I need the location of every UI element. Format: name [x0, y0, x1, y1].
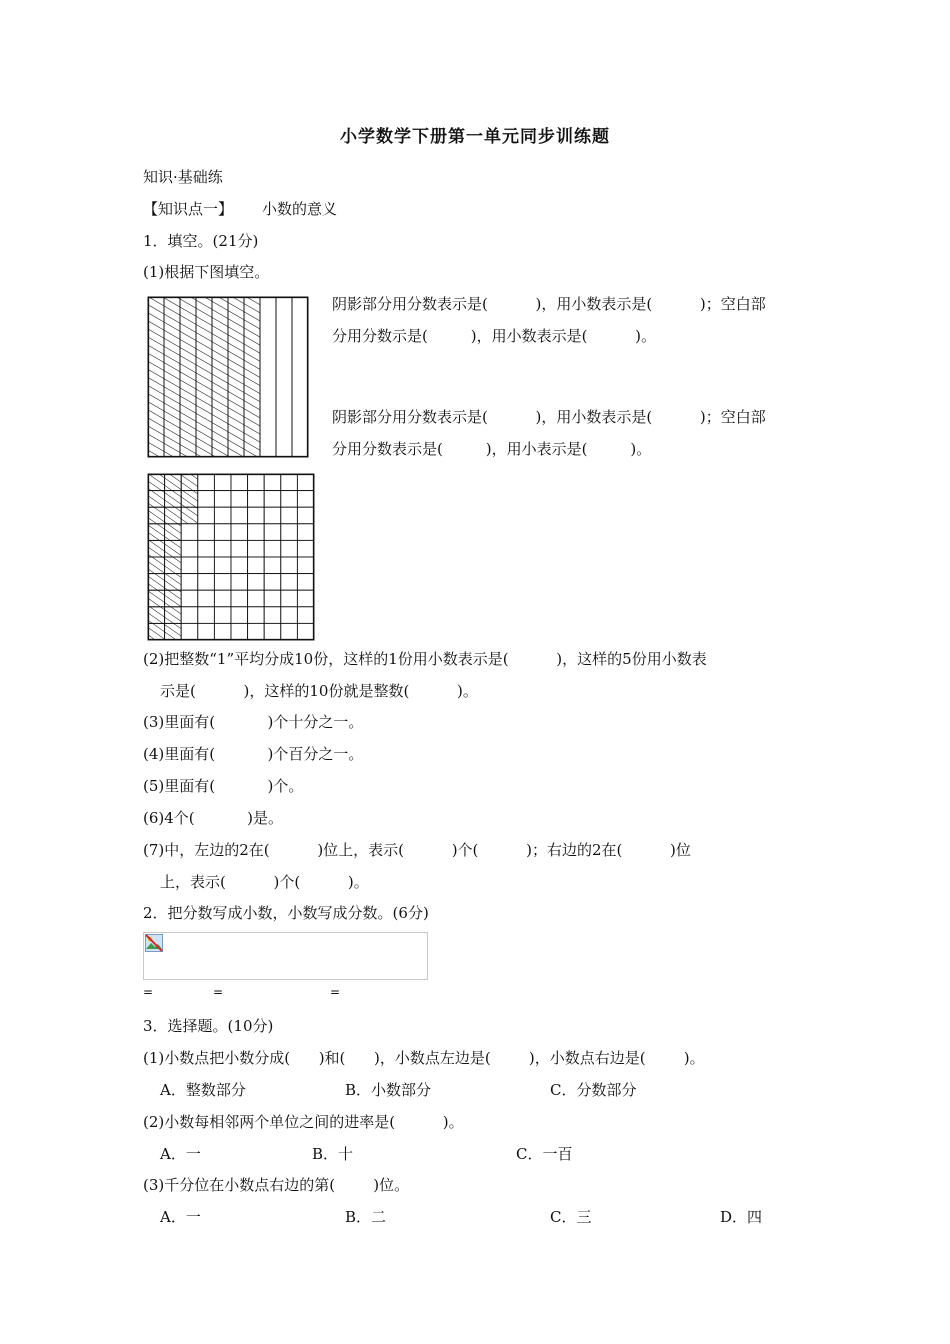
blank-cell — [181, 574, 198, 591]
blank-cell — [248, 524, 265, 541]
blank-column — [276, 297, 292, 457]
question-1-part-3: (3)里面有( )个十分之一。 — [143, 713, 364, 731]
blank-cell — [248, 590, 265, 607]
blank-cell — [231, 491, 248, 508]
blank-cell — [231, 557, 248, 574]
blank-cell — [281, 491, 298, 508]
shaded-cell — [165, 524, 182, 541]
blank-cell — [281, 540, 298, 557]
blank-cell — [181, 540, 198, 557]
q3-p3-option-d: D．四 — [720, 1208, 763, 1226]
blank-cell — [248, 474, 265, 491]
hundred-grid-figure — [148, 474, 314, 640]
blank-cell — [248, 623, 265, 640]
shaded-column — [148, 297, 164, 457]
blank-cell — [281, 474, 298, 491]
shaded-cell — [148, 623, 165, 640]
blank-cell — [198, 590, 215, 607]
blank-cell — [231, 574, 248, 591]
figure-2-text-line-1: 阴影部分用分数表示是( )，用小数表示是( )；空白部 — [332, 408, 766, 426]
q3-p1-option-c: C．分数部分 — [550, 1081, 637, 1099]
blank-cell — [198, 507, 215, 524]
question-1-part-2-line-2: 示是( )，这样的10份就是整数( )。 — [160, 682, 478, 700]
blank-cell — [231, 474, 248, 491]
shaded-cell — [148, 507, 165, 524]
blank-cell — [248, 507, 265, 524]
question-3-part-2: (2)小数每相邻两个单位之间的进率是( )。 — [143, 1113, 464, 1131]
shaded-cell — [181, 474, 198, 491]
broken-image-icon — [145, 934, 163, 952]
blank-cell — [198, 607, 215, 624]
question-1-part-4: (4)里面有( )个百分之一。 — [143, 745, 364, 763]
blank-cell — [214, 623, 231, 640]
q3-p3-option-c: C．三 — [550, 1208, 592, 1226]
blank-cell — [264, 623, 281, 640]
question-2-heading: 2．把分数写成小数，小数写成分数。(6分) — [143, 904, 429, 922]
blank-cell — [231, 524, 248, 541]
shaded-cell — [148, 574, 165, 591]
figure-2-text-line-2: 分用分数表示是( )，用小表示是( )。 — [332, 440, 652, 458]
blank-column — [292, 297, 308, 457]
blank-cell — [248, 491, 265, 508]
blank-cell — [231, 590, 248, 607]
blank-cell — [248, 540, 265, 557]
question-3-part-3: (3)千分位在小数点右边的第( )位。 — [143, 1176, 410, 1194]
shaded-cell — [165, 574, 182, 591]
blank-cell — [181, 623, 198, 640]
blank-cell — [297, 474, 314, 491]
blank-cell — [264, 474, 281, 491]
blank-cell — [264, 540, 281, 557]
blank-cell — [248, 557, 265, 574]
question-3-heading: 3．选择题。(10分) — [143, 1017, 274, 1035]
equals-sign-3: = — [330, 985, 341, 999]
blank-cell — [214, 574, 231, 591]
figure-1-text-line-2: 分用分数示是( )，用小数表示是( )。 — [332, 327, 657, 345]
blank-cell — [198, 491, 215, 508]
blank-cell — [214, 557, 231, 574]
section-heading: 知识·基础练 — [143, 168, 223, 186]
blank-cell — [231, 623, 248, 640]
blank-cell — [264, 607, 281, 624]
shaded-cell — [165, 623, 182, 640]
shaded-cell — [165, 474, 182, 491]
shaded-cell — [165, 607, 182, 624]
blank-cell — [264, 524, 281, 541]
blank-cell — [264, 590, 281, 607]
blank-cell — [198, 574, 215, 591]
decimal-columns-figure — [148, 297, 308, 457]
blank-cell — [181, 524, 198, 541]
equals-sign-1: = — [143, 985, 154, 999]
question-3-part-1: (1)小数点把小数分成( )和( )，小数点左边是( )，小数点右边是( )。 — [143, 1049, 705, 1067]
blank-cell — [214, 590, 231, 607]
blank-cell — [297, 607, 314, 624]
blank-cell — [214, 524, 231, 541]
blank-cell — [281, 607, 298, 624]
shaded-column — [196, 297, 212, 457]
blank-cell — [181, 607, 198, 624]
blank-cell — [198, 524, 215, 541]
shaded-column — [244, 297, 260, 457]
blank-cell — [264, 574, 281, 591]
shaded-column — [180, 297, 196, 457]
blank-cell — [297, 540, 314, 557]
question-1-heading: 1．填空。(21分) — [143, 232, 259, 250]
question-1-part-7-line-2: 上，表示( )个( )。 — [160, 873, 369, 891]
blank-cell — [231, 540, 248, 557]
blank-cell — [231, 507, 248, 524]
blank-cell — [198, 623, 215, 640]
blank-cell — [214, 507, 231, 524]
blank-cell — [181, 557, 198, 574]
blank-cell — [214, 491, 231, 508]
shaded-cell — [148, 491, 165, 508]
blank-cell — [297, 574, 314, 591]
shaded-cell — [165, 557, 182, 574]
blank-cell — [198, 474, 215, 491]
q3-p2-option-b: B．十 — [312, 1145, 354, 1163]
blank-cell — [264, 557, 281, 574]
blank-cell — [231, 607, 248, 624]
blank-cell — [281, 507, 298, 524]
blank-cell — [297, 491, 314, 508]
shaded-column — [228, 297, 244, 457]
broken-image-placeholder — [143, 932, 428, 980]
shaded-column — [212, 297, 228, 457]
blank-cell — [281, 623, 298, 640]
blank-cell — [281, 574, 298, 591]
q3-p1-option-b: B．小数部分 — [345, 1081, 432, 1099]
shaded-cell — [181, 507, 198, 524]
blank-cell — [198, 540, 215, 557]
shaded-cell — [148, 557, 165, 574]
q3-p3-option-b: B．二 — [345, 1208, 387, 1226]
blank-cell — [264, 491, 281, 508]
shaded-cell — [148, 474, 165, 491]
q3-p3-option-a: A．一 — [160, 1208, 201, 1226]
blank-cell — [248, 574, 265, 591]
blank-cell — [214, 540, 231, 557]
shaded-cell — [148, 524, 165, 541]
equals-sign-2: = — [213, 985, 224, 999]
shaded-cell — [181, 491, 198, 508]
shaded-cell — [165, 590, 182, 607]
blank-cell — [297, 507, 314, 524]
blank-cell — [198, 557, 215, 574]
blank-cell — [181, 590, 198, 607]
shaded-cell — [148, 607, 165, 624]
blank-cell — [264, 507, 281, 524]
blank-cell — [297, 557, 314, 574]
blank-cell — [297, 623, 314, 640]
blank-cell — [297, 524, 314, 541]
knowledge-point-label: 【知识点一】 — [143, 200, 234, 218]
blank-cell — [248, 607, 265, 624]
blank-cell — [214, 607, 231, 624]
blank-cell — [281, 524, 298, 541]
shaded-cell — [165, 491, 182, 508]
figure-1-text-line-1: 阴影部分用分数表示是( )，用小数表示是( )；空白部 — [332, 295, 766, 313]
q3-p2-option-a: A．一 — [160, 1145, 201, 1163]
blank-column — [260, 297, 276, 457]
blank-cell — [297, 590, 314, 607]
question-1-part-1-intro: (1)根据下图填空。 — [143, 263, 270, 281]
question-1-part-6: (6)4个( )是。 — [143, 809, 283, 827]
blank-cell — [281, 590, 298, 607]
shaded-cell — [165, 540, 182, 557]
q3-p2-option-c: C．一百 — [516, 1145, 573, 1163]
shaded-cell — [148, 590, 165, 607]
question-1-part-5: (5)里面有( )个。 — [143, 777, 304, 795]
page-title: 小学数学下册第一单元同步训练题 — [340, 127, 610, 147]
blank-cell — [214, 474, 231, 491]
shaded-cell — [148, 540, 165, 557]
blank-cell — [281, 557, 298, 574]
shaded-column — [164, 297, 180, 457]
knowledge-point-name: 小数的意义 — [262, 200, 338, 218]
shaded-cell — [165, 507, 182, 524]
question-1-part-7-line-1: (7)中，左边的2在( )位上，表示( )个( )；右边的2在( )位 — [143, 841, 691, 859]
question-1-part-2-line-1: (2)把整数“1”平均分成10份，这样的1份用小数表示是( )，这样的5份用小数表 — [143, 650, 707, 668]
q3-p1-option-a: A．整数部分 — [160, 1081, 246, 1099]
